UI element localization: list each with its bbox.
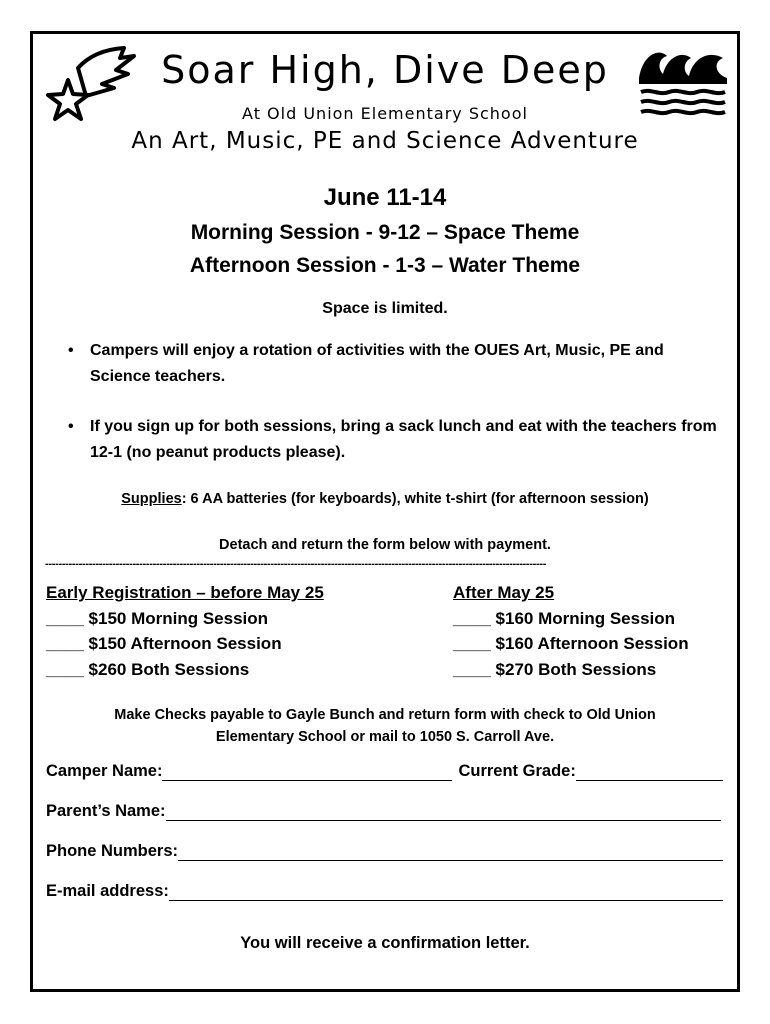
early-registration-header: Early Registration – before May 25	[46, 583, 324, 602]
late-registration-options	[453, 580, 689, 682]
parent-row	[46, 802, 721, 821]
confirmation-note: You will receive a confirmation letter.	[240, 934, 530, 952]
early-option-morning[interactable]: ____ $150 Morning Session	[46, 608, 269, 628]
camper-name-label: Camper Name:	[46, 762, 163, 780]
early-registration-options	[46, 580, 324, 682]
school-location: At Old Union Elementary School	[242, 104, 528, 123]
email-label: E-mail address:	[46, 882, 169, 900]
payment-instructions	[0, 704, 770, 748]
payment-line-2: Elementary School or mail to 1050 S. Carroll Ave.	[215, 729, 555, 745]
afternoon-session: Afternoon Session - 1-3 – Water Theme	[189, 254, 581, 277]
parent-name-label: Parent’s Name:	[46, 802, 166, 820]
phone-row	[46, 842, 723, 861]
phone-field[interactable]	[178, 842, 723, 861]
detach-instructions: Detach and return the form below with payment.	[219, 537, 551, 553]
morning-session: Morning Session - 9-12 – Space Theme	[190, 221, 580, 244]
flyer-title: Soar High, Dive Deep	[161, 48, 609, 92]
flyer-subtitle: An Art, Music, PE and Science Adventure	[131, 128, 639, 154]
camp-dates: June 11-14	[323, 184, 447, 211]
camper-grade-row	[46, 762, 723, 781]
supplies-label: Supplies	[121, 491, 182, 507]
bullet-icon: •	[68, 418, 74, 435]
supplies-line	[0, 491, 770, 507]
late-option-both[interactable]: ____ $270 Both Sessions	[453, 659, 657, 679]
late-registration-header: After May 25	[453, 583, 555, 602]
current-grade-field[interactable]	[576, 762, 723, 781]
email-row	[46, 882, 723, 901]
supplies-text: : 6 AA batteries (for keyboards), white t-shirt (for afternoon session)	[181, 491, 649, 507]
space-limited-note: Space is limited.	[322, 300, 448, 317]
email-field[interactable]	[169, 882, 723, 901]
bullet-text: If you sign up for both sessions, bring a sack lunch and eat with the teachers from 12-1 (no peanut products please).	[90, 418, 717, 461]
payment-line-1: Make Checks payable to Gayle Bunch and return form with check to Old Union	[114, 707, 656, 723]
bullet-icon: •	[68, 342, 74, 359]
phone-label: Phone Numbers:	[46, 842, 179, 860]
camper-name-field[interactable]	[162, 762, 452, 781]
late-option-afternoon[interactable]: ____ $160 Afternoon Session	[453, 634, 689, 653]
detach-line: -----------------------------------------------------------------------------------------------------------------------------------------------------	[45, 558, 547, 570]
bullet-text: Campers will enjoy a rotation of activities with the OUES Art, Music, PE and Science teachers.	[90, 342, 664, 385]
late-option-morning[interactable]: ____ $160 Morning Session	[453, 608, 676, 628]
early-option-both[interactable]: ____ $260 Both Sessions	[46, 659, 250, 679]
early-option-afternoon[interactable]: ____ $150 Afternoon Session	[46, 634, 282, 653]
current-grade-label: Current Grade:	[458, 762, 576, 780]
parent-name-field[interactable]	[166, 802, 721, 821]
